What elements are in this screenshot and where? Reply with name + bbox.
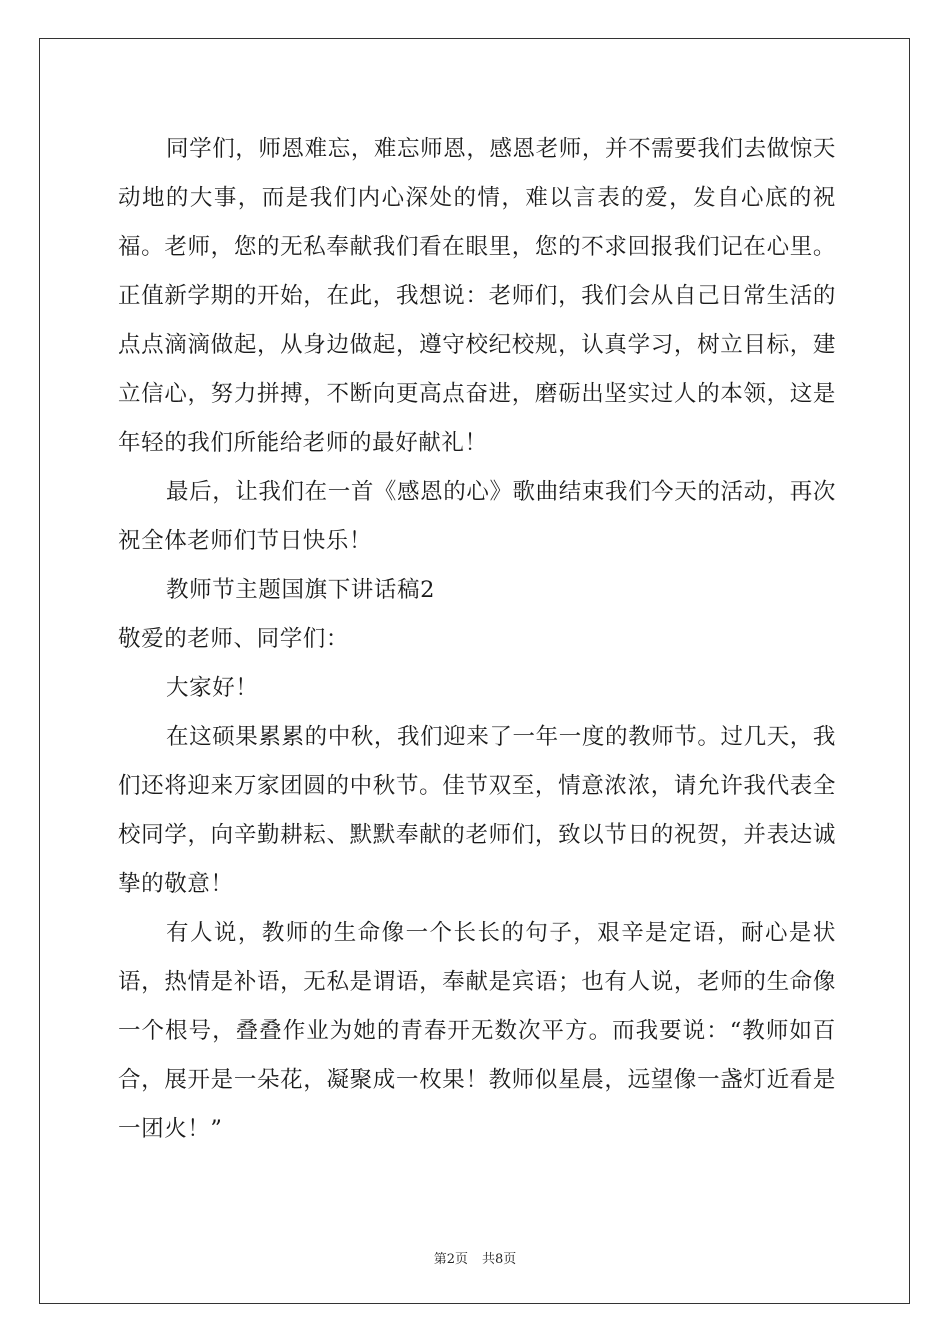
page-footer (0, 1248, 950, 1267)
paragraph-closing: 最后，让我们在一首《感恩的心》歌曲结束我们今天的活动，再次祝全体老师们节日快乐！ (118, 479, 836, 554)
document-body (118, 125, 836, 1154)
section-heading: 教师节主题国旗下讲话稿2 (166, 577, 436, 603)
paragraph-teacher-metaphor: 有人说，教师的生命像一个长长的句子，艰辛是定语，耐心是状语，热情是补语，无私是谓语，奉献是宾语；也有人说，老师的生命像一个根号，叠叠作业为她的青春开无数次平方。而我要说：“教师如百合，展开是一朵花，凝聚成一枚果！教师似星晨，远望像一盏灯近看是一团火！” (118, 920, 836, 1142)
page-number: 第2页 (433, 1252, 468, 1267)
page-total: 共8页 (482, 1252, 517, 1267)
greeting: 大家好！ (166, 675, 259, 701)
paragraph-gratitude: 同学们，师恩难忘，难忘师恩，感恩老师，并不需要我们去做惊天动地的大事，而是我们内心深处的情，难以言表的爱，发自心底的祝福。老师，您的无私奉献我们看在眼里，您的不求回报我们记在心里。正值新学期的开始，在此，我想说：老师们，我们会从自己日常生活的点点滴滴做起，从身边做起，遵守校纪校规，认真学习，树立目标，建立信心，努力拼搏，不断向更高点奋进，磨砺出坚实过人的本领，这是年轻的我们所能给老师的最好献礼！ (118, 136, 836, 456)
salutation: 敬爱的老师、同学们： (118, 626, 350, 652)
paragraph-teachers-day: 在这硕果累累的中秋，我们迎来了一年一度的教师节。过几天，我们还将迎来万家团圆的中秋节。佳节双至，情意浓浓，请允许我代表全校同学，向辛勤耕耘、默默奉献的老师们，致以节日的祝贺，并表达诚挚的敬意！ (118, 724, 836, 897)
